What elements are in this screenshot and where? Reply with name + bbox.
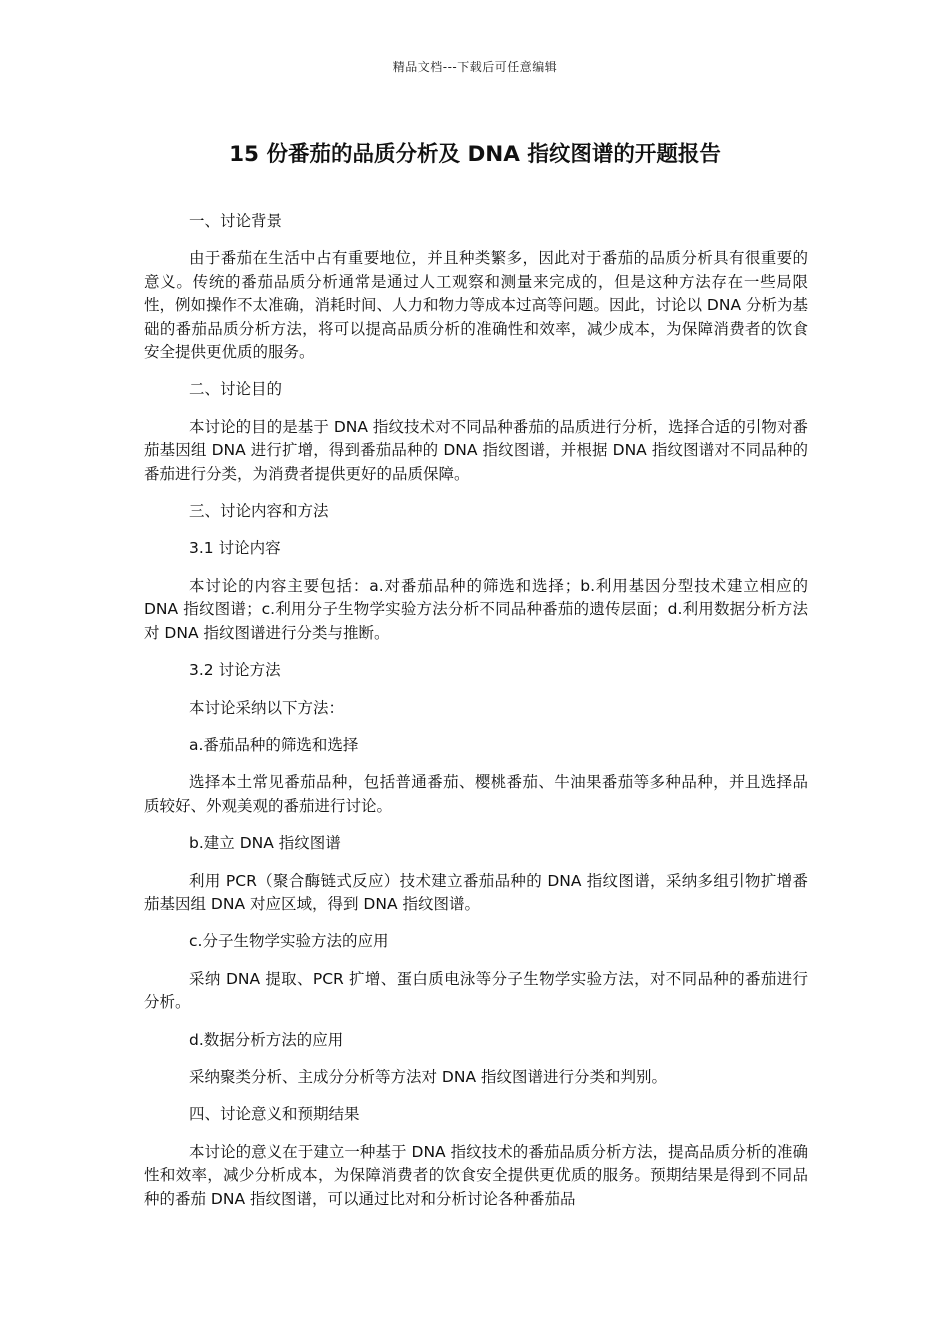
method-heading-a: a.番茄品种的筛选和选择 [189,735,359,754]
method-heading-b: b.建立 DNA 指纹图谱 [189,834,341,853]
section-heading-significance: 四、讨论意义和预期结果 [189,1105,360,1124]
paragraph-method-d: 采纳聚类分析、主成分分析等方法对 DNA 指纹图谱进行分类和判别。 [189,1067,667,1086]
paragraph-significance: 本讨论的意义在于建立一种基于 DNA 指纹技术的番茄品质分析方法，提高品质分析的准确性和效率，减少分析成本，为保障消费者的饮食安全提供更优质的服务。预期结果是得到不同品种的番茄 DNA 指纹图谱，可以通过比对和分析讨论各种番茄品 [144,1142,808,1208]
document-body [144,210,808,1225]
paragraph-method-a: 选择本土常见番茄品种，包括普通番茄、樱桃番茄、牛油果番茄等多种品种，并且选择品质较好、外观美观的番茄进行讨论。 [144,773,808,815]
subsection-heading-content: 3.1 讨论内容 [189,539,281,558]
paragraph-method-b: 利用 PCR（聚合酶链式反应）技术建立番茄品种的 DNA 指纹图谱，采纳多组引物扩增番茄基因组 DNA 对应区域，得到 DNA 指纹图谱。 [144,871,808,913]
method-heading-d: d.数据分析方法的应用 [189,1030,344,1049]
subsection-heading-methods: 3.2 讨论方法 [189,661,281,680]
section-heading-purpose: 二、讨论目的 [189,380,283,399]
paragraph-purpose: 本讨论的目的是基于 DNA 指纹技术对不同品种番茄的品质进行分析，选择合适的引物对番茄基因组 DNA 进行扩增，得到番茄品种的 DNA 指纹图谱，并根据 DNA 指纹图谱对不同品种的番茄进行分类，为消费者提供更好的品质保障。 [144,417,808,483]
header-note: 精品文档---下载后可任意编辑 [392,60,558,74]
paragraph-methods-intro: 本讨论采纳以下方法： [189,698,345,717]
paragraph-background: 由于番茄在生活中占有重要地位，并且种类繁多，因此对于番茄的品质分析具有很重要的意义。传统的番茄品质分析通常是通过人工观察和测量来完成的，但是这种方法存在一些局限性，例如操作不太准确，消耗时间、人力和物力等成本过高等问题。因此，讨论以 DNA 分析为基础的番茄品质分析方法，将可以提高品质分析的准确性和效率，减少成本，为保障消费者的饮食安全提供更优质的服务。 [144,249,808,362]
paragraph-content: 本讨论的内容主要包括：a.对番茄品种的筛选和选择；b.利用基因分型技术建立相应的 DNA 指纹图谱；c.利用分子生物学实验方法分析不同品种番茄的遗传层面；d.利用数据分析方法对 DNA 指纹图谱进行分类与推断。 [144,576,808,642]
document-title: 15 份番茄的品质分析及 DNA 指纹图谱的开题报告 [229,142,721,167]
method-heading-c: c.分子生物学实验方法的应用 [189,932,389,951]
section-heading-content-methods: 三、讨论内容和方法 [189,502,329,521]
section-heading-background: 一、讨论背景 [189,212,283,230]
paragraph-method-c: 采纳 DNA 提取、PCR 扩增、蛋白质电泳等分子生物学实验方法，对不同品种的番茄进行分析。 [144,969,808,1012]
